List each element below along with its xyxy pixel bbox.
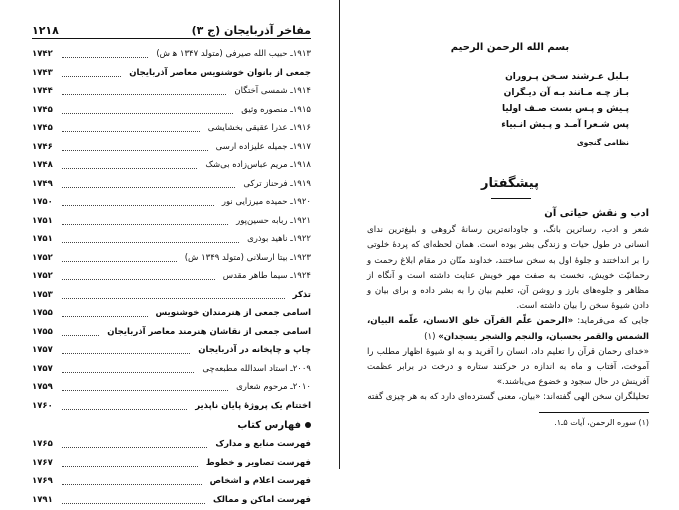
toc-page-number: ۱۷۴۹: [32, 179, 62, 189]
toc-page-number: ۱۷۵۹: [32, 382, 62, 392]
toc-entry: [32, 287, 311, 306]
dot-leader: [62, 409, 187, 410]
toc-label: ۱۹۲۱ـ ربابه حسین‌پور: [236, 216, 311, 226]
toc-entry: [32, 139, 311, 158]
paragraph: تحلیلگران سخن الهی گفته‌اند: «بیان، معنی گسترده‌ای دارد که به هر چیزی گفته: [367, 390, 649, 405]
paragraph: «خدای رحمان قرآن را تعلیم داد، انسان را آفرید و به او شیوهٔ اظهار مطلب را آموخت، آفتاب و ماه به اندازه در حرکتند ستاره و درخت در برابر عظمت آفرینش در حال سجود و خضوع می‌باشند.»: [367, 345, 649, 391]
dot-leader: [62, 484, 202, 485]
poem-line: بـلبل عـرشند سـخن پـروران: [449, 72, 629, 88]
toc-entry: [32, 436, 311, 455]
right-page: [341, 0, 679, 469]
toc-page-number: ۱۷۵۲: [32, 271, 62, 281]
toc-label: ۲۰۰۹ـ استاد اسدالله مطبعه‌چی: [202, 364, 311, 374]
dot-leader: [62, 113, 233, 114]
running-header: [32, 24, 311, 39]
toc-page-number: ۱۷۶۹: [32, 476, 62, 486]
poem-line: پـیش و پـس بست صـف اولیا: [449, 104, 629, 120]
toc-entry: [32, 250, 311, 269]
dot-leader: [62, 205, 214, 206]
dot-leader: [62, 224, 228, 225]
toc-page-number: ۱۷۴۲: [32, 49, 62, 59]
dot-leader: [62, 150, 208, 151]
toc-label: فهرست منابع و مدارک: [215, 439, 311, 449]
body-text: [367, 206, 649, 406]
toc-page-number: ۱۷۵۵: [32, 327, 62, 337]
toc-label: ۱۹۱۷ـ جمیله علیزاده ارسی: [216, 142, 311, 152]
toc-label: فهرست تصاویر و خطوط: [206, 458, 311, 468]
toc-label: تذکر: [293, 290, 311, 300]
toc-label: جمعی از بانوان خوشنویس معاصر آذربایجان: [129, 68, 311, 78]
toc-page-number: ۱۷۵۷: [32, 364, 62, 374]
toc-page-number: ۱۷۵۵: [32, 308, 62, 318]
dot-leader: [62, 390, 228, 391]
poem: [449, 72, 629, 154]
paragraph: شعر و ادب، رساترین بانگ، و جاودانه‌ترین رسانهٔ گروهی و بلیغ‌ترین ندای انسانی در طول حیات و زندگی بشر بوده است. همان لحظه‌ای که پردهٔ خلوتی را بر انداختند و جلوهٔ اول به سخن ساختند، خداوند منّان در مقام ابلاغ رحمت و رحمانیّت خویش، نخست به صفت مهر خویش عنایت داشته است و آنگاه از مظاهر و جلوه‌های بارز و روشن آن، تعلیم بیان را به بشر داده و برای بیان و دادن شیوهٔ سخن را بیان داشته است.: [367, 223, 649, 314]
toc-page-number: ۱۷۴۵: [32, 105, 62, 115]
toc-label: ۱۹۲۰ـ حمیده میرزایی نور: [222, 197, 311, 207]
toc-entry: [32, 324, 311, 343]
toc-page-number: ۱۷۹۱: [32, 495, 62, 505]
poet-name: نظامی گنجوی: [449, 138, 629, 154]
dot-leader: [62, 298, 285, 299]
poem-line: پس شـعرا آمـد و پـیش انـبیاء: [449, 120, 629, 136]
toc-entry: [32, 268, 311, 287]
dot-leader: [62, 94, 226, 95]
toc-label: ۱۹۱۸ـ مریم عباس‌زاده بی‌شک: [205, 160, 311, 170]
toc-entry: [32, 398, 311, 417]
toc-entry: [32, 83, 311, 102]
dot-leader: [62, 466, 198, 467]
toc-page-number: ۱۷۵۷: [32, 345, 62, 355]
dot-leader: [62, 242, 239, 243]
running-title: مفاخر آذربایجان (ج ۳): [192, 24, 311, 37]
toc-label: ۱۹۲۳ـ بیتا ارسلانی (متولد ۱۳۴۹ ش): [185, 253, 311, 263]
indexes-title: فهارس کتاب: [237, 420, 301, 431]
toc-page-number: ۱۷۵۱: [32, 234, 62, 244]
toc-entry: [32, 46, 311, 65]
footnote-rule: [539, 412, 649, 413]
quran-verse: «الرحمن علّم القرآن خلق الانسان، علّمه البیان، الشمس والقمر بحسبان، والنجم والشجر یسجدان»: [367, 316, 649, 341]
verse-intro: جایی که می‌فرماید:: [577, 316, 649, 326]
toc-page-number: ۱۷۴۵: [32, 123, 62, 133]
indexes-heading: [32, 418, 311, 436]
toc-entry: [32, 455, 311, 474]
toc-entry: [32, 194, 311, 213]
dot-leader: [62, 187, 235, 188]
toc-entry: [32, 213, 311, 232]
dot-leader: [62, 168, 197, 169]
dot-leader: [62, 57, 148, 58]
toc-label: اسامی جمعی از نقاشان هنرمند معاصر آذربایجان: [107, 327, 311, 337]
toc-label: ۱۹۱۹ـ فرحناز ترکی: [243, 179, 311, 189]
toc-label: فهرست اماکن و ممالک: [213, 495, 311, 505]
title-underline: [491, 198, 531, 199]
toc-label: ۱۹۲۴ـ سیما طاهر مقدس: [223, 271, 311, 281]
page-number: ۱۲۱۸: [32, 24, 59, 37]
toc-label: ۱۹۱۴ـ شمسی آختگان: [234, 86, 311, 96]
toc-page-number: ۱۷۶۷: [32, 458, 62, 468]
paragraph: [367, 314, 649, 344]
dot-leader: [62, 261, 177, 262]
toc-entry: [32, 65, 311, 84]
footnote-ref: (۱): [424, 332, 435, 342]
basmala: بسم الله الرحمن الرحیم: [341, 42, 679, 53]
toc-page-number: ۱۷۵۲: [32, 253, 62, 263]
toc-label: اسامی جمعی از هنرمندان خوشنویس: [156, 308, 311, 318]
toc-label: ۱۹۲۲ـ ناهید بوذری: [247, 234, 311, 244]
toc-page-number: ۱۷۵۰: [32, 197, 62, 207]
toc-page-number: ۱۷۵۱: [32, 216, 62, 226]
toc-page-number: ۱۷۴۴: [32, 86, 62, 96]
toc-entry: [32, 342, 311, 361]
toc-page-number: ۱۷۴۸: [32, 160, 62, 170]
toc-label: ۱۹۱۳ـ حبیب الله صیرفی (متولد ۱۳۴۷ ه‍ ش): [156, 49, 311, 59]
toc-entry: [32, 473, 311, 492]
indexes-heading-label: [237, 420, 311, 431]
toc-label: اختتام یک پروژهٔ پایان ناپذیر: [195, 401, 311, 411]
dot-leader: [62, 279, 215, 280]
dot-leader: [62, 316, 148, 317]
toc-label: ۱۹۱۶ـ عذرا عقیقی بخشایشی: [208, 123, 311, 133]
section-subtitle: ادب و نقش حیاتی آن: [367, 206, 649, 221]
dot-leader: [62, 372, 194, 373]
toc-page-number: ۱۷۵۳: [32, 290, 62, 300]
toc-page-number: ۱۷۶۵: [32, 439, 62, 449]
table-of-contents: [32, 46, 311, 510]
toc-entry: [32, 361, 311, 380]
toc-entry: [32, 231, 311, 250]
dot-leader: [62, 353, 190, 354]
left-page: [0, 0, 340, 469]
dot-leader: [62, 447, 207, 448]
poem-line: بـاز چـه مـانند بـه آن دیـگران: [449, 88, 629, 104]
toc-entry: [32, 157, 311, 176]
toc-entry: [32, 492, 311, 510]
toc-entry: [32, 176, 311, 195]
toc-label: چاپ و چاپخانه در آذربایجان: [198, 345, 311, 355]
toc-entry: [32, 102, 311, 121]
toc-page-number: ۱۷۴۳: [32, 68, 62, 78]
toc-label: ۲۰۱۰ـ مرحوم شعاری: [236, 382, 311, 392]
footnote: (۱) سوره الرحمن، آیات ۵ـ۱.: [554, 418, 649, 427]
toc-entry: [32, 379, 311, 398]
toc-entry: [32, 120, 311, 139]
toc-label: فهرست اعلام و اشخاص: [210, 476, 311, 486]
dot-leader: [62, 131, 200, 132]
dot-leader: [62, 503, 205, 504]
bullet-icon: [305, 422, 311, 428]
section-title: پیشگفتار: [341, 176, 679, 191]
toc-page-number: ۱۷۴۶: [32, 142, 62, 152]
toc-page-number: ۱۷۶۰: [32, 401, 62, 411]
dot-leader: [62, 76, 121, 77]
dot-leader: [62, 335, 99, 336]
toc-label: ۱۹۱۵ـ منصوره وثیق: [241, 105, 311, 115]
toc-entry: [32, 305, 311, 324]
